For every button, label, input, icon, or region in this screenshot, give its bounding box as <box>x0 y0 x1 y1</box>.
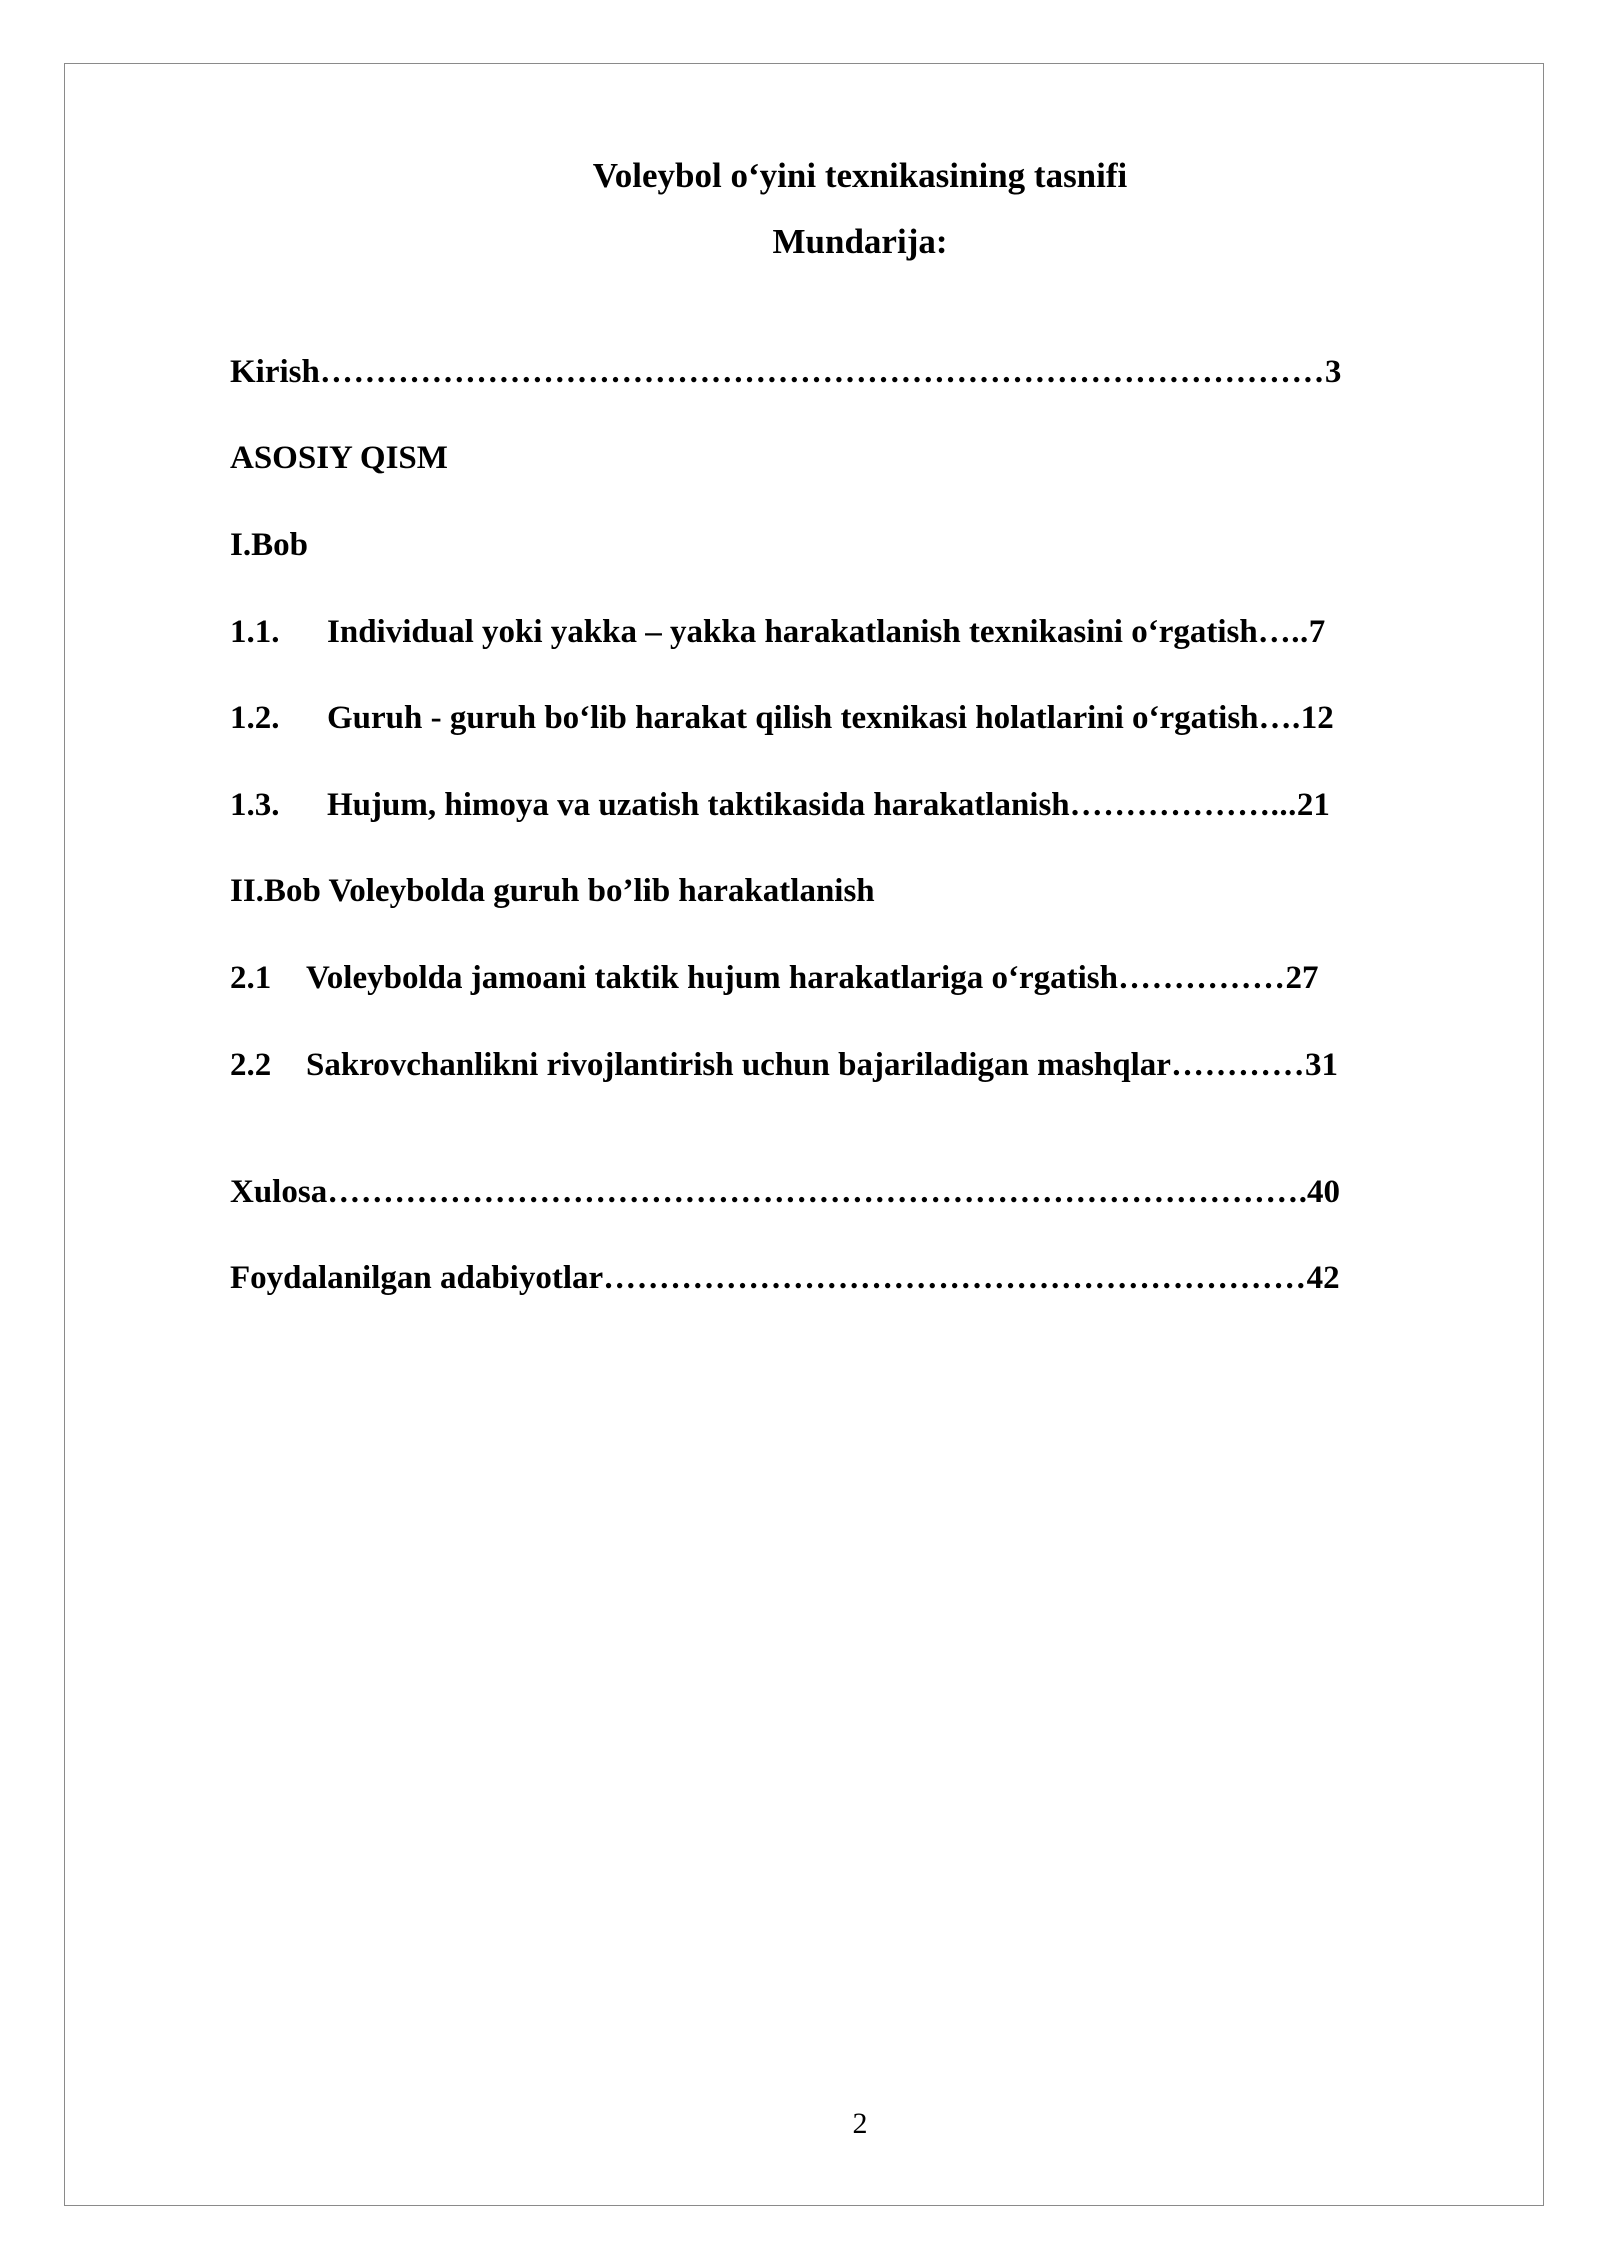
toc-page-number: 27 <box>1285 960 1319 996</box>
toc-page-number: 7 <box>1308 614 1326 650</box>
toc-page-number: 21 <box>1296 787 1330 823</box>
toc-entry-title: Xulosa <box>230 1174 328 1210</box>
toc-entry-title: Kirish <box>230 354 320 390</box>
toc-entry-adabiyotlar[interactable] <box>230 1258 1488 1298</box>
toc-entry-title: Sakrovchanlikni rivojlantirish uchun bajariladigan mashqlar <box>306 1047 1171 1083</box>
toc-leader-dots: ….. <box>1257 614 1309 650</box>
toc-entry-1-1[interactable] <box>230 612 1488 652</box>
toc-entry-1-2[interactable] <box>230 698 1488 738</box>
toc-leader-dots: …………… <box>1117 960 1286 996</box>
toc-entry-kirish[interactable] <box>230 352 1488 392</box>
toc-leader-dots: ……………………………………………………… <box>603 1260 1307 1296</box>
toc-entry-title: Voleybolda jamoani taktik hujum harakatlariga o‘rgatish <box>306 960 1118 996</box>
toc-entry-2-1[interactable] <box>230 958 1488 998</box>
toc-leader-dots: …. <box>1258 700 1301 736</box>
toc-entry-number: 1.1. <box>230 614 280 650</box>
toc-leader-dots: ………… <box>1170 1047 1305 1083</box>
toc-page-number: 31 <box>1304 1047 1338 1083</box>
toc-page-number: .40 <box>1298 1174 1340 1210</box>
toc-section-asosiy-qism: ASOSIY QISM <box>230 440 448 476</box>
toc-entry-title: Individual yoki yakka – yakka harakatlanish texnikasini o‘rgatish <box>327 614 1258 650</box>
toc-entry-title: Hujum, himoya va uzatish taktikasida harakatlanish <box>327 787 1070 823</box>
toc-entry-2-2[interactable] <box>230 1045 1488 1085</box>
toc-entry-title: Guruh - guruh bo‘lib harakat qilish texnikasi holatlarini o‘rgatish <box>327 700 1259 736</box>
toc-heading: Mundarija: <box>772 222 948 261</box>
toc-entry-number: 1.2. <box>230 700 280 736</box>
toc-entry-number: 1.3. <box>230 787 280 823</box>
toc-entry-xulosa[interactable] <box>230 1172 1488 1212</box>
toc-page-number: 12 <box>1300 700 1334 736</box>
toc-leader-dots: ………………... <box>1069 787 1297 823</box>
toc-entry-title: Foydalanilgan adabiyotlar <box>230 1260 604 1296</box>
document-title: Voleybol o‘yini texnikasining tasnifi <box>592 156 1128 195</box>
toc-page-number: 42 <box>1306 1260 1340 1296</box>
page-number: 2 <box>852 2107 868 2140</box>
toc-leader-dots: …………………………………………………………………………… <box>327 1174 1299 1210</box>
toc-entry-1-3[interactable] <box>230 785 1488 825</box>
toc-page-number: 3 <box>1324 354 1342 390</box>
toc-entry-number: 2.1 <box>230 960 272 996</box>
toc-chapter-2: II.Bob Voleybolda guruh bo’lib harakatlanish <box>230 873 875 909</box>
toc-leader-dots: ……………………………………………………………………………… <box>319 354 1325 390</box>
toc-entry-number: 2.2 <box>230 1047 272 1083</box>
toc-chapter-1: I.Bob <box>230 527 308 563</box>
